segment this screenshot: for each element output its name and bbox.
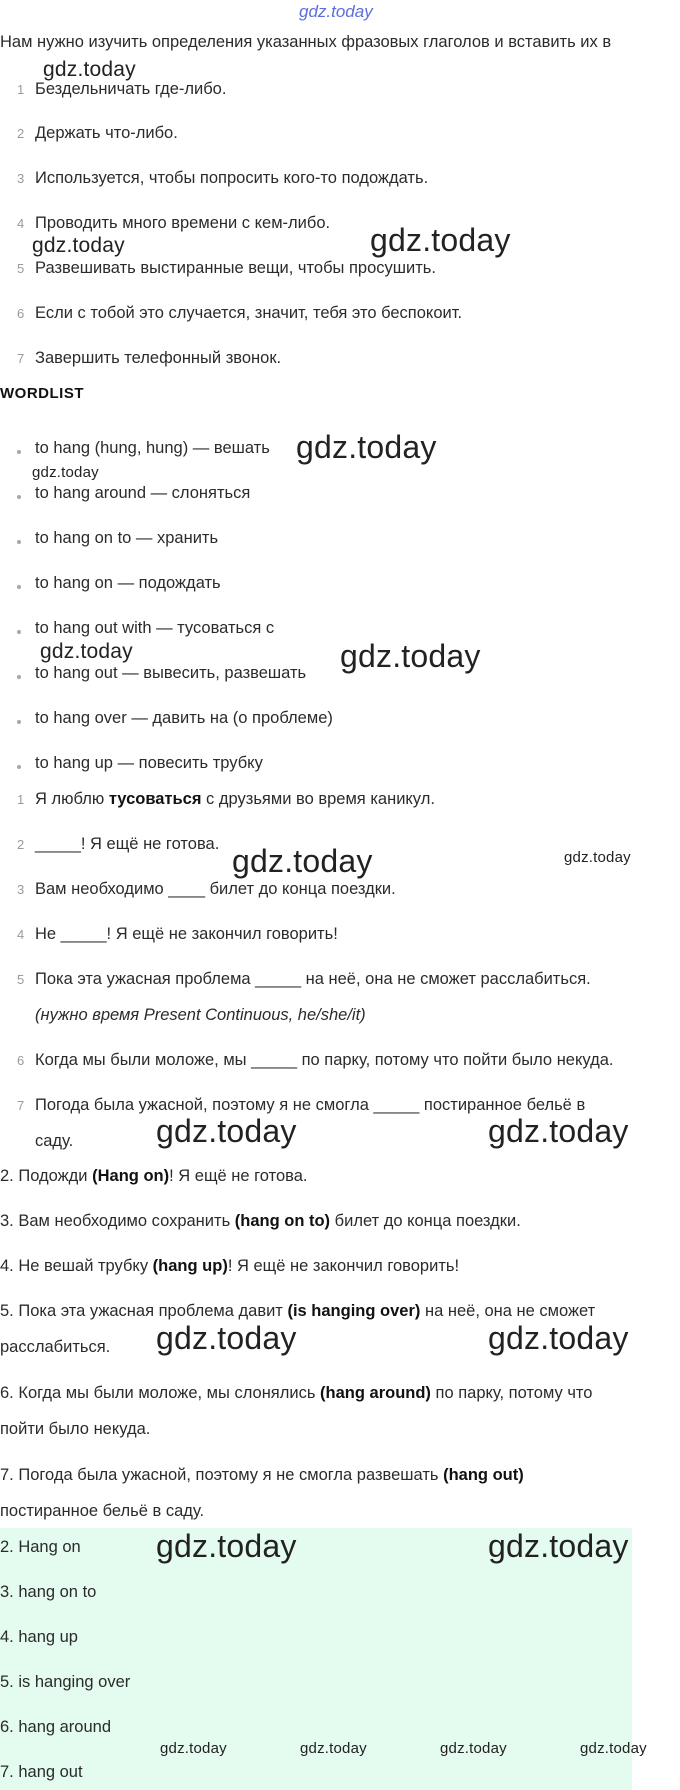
definition-item: Развешивать выстиранные вещи, чтобы просушить. [35,259,436,277]
definition-number: 1 [17,82,25,97]
short-answer: 3. hang on to [0,1583,97,1601]
exercise-item: Когда мы были моложе, мы _____ по парку, потому что пойти было некуда. [35,1051,614,1069]
definition-number: 3 [17,171,25,186]
intro-text: Нам нужно изучить определения указанных фразовых глаголов и вставить их в [0,33,612,51]
definition-item: Используется, чтобы попросить кого-то подождать. [35,169,429,187]
wordlist-item: to hang over — давить на (о проблеме) [35,709,333,727]
bullet [17,495,21,499]
exercise-number: 1 [17,792,25,807]
watermark: gdz.today [156,1113,297,1149]
bullet [17,765,21,769]
answer-item: 4. Не вешай трубку (hang up)! Я ещё не закончил говорить! [0,1257,460,1275]
answer-item-cont: расслабиться. [0,1338,111,1356]
exercise-item-cont: саду. [35,1132,74,1150]
exercise-item: Вам необходимо ____ билет до конца поездки. [35,880,396,898]
answer-item-cont: пойти было некуда. [0,1420,151,1438]
watermark: gdz.today [488,1320,629,1356]
answer-item: 3. Вам необходимо сохранить (hang on to) билет до конца поездки. [0,1212,521,1230]
watermark: gdz.today [40,640,133,663]
exercise-item: _____! Я ещё не готова. [35,835,220,853]
exercise-item: Погода была ужасной, поэтому я не смогла _____ постиранное бельё в [35,1096,586,1114]
definition-number: 7 [17,351,25,366]
wordlist-item: to hang out — вывесить, развешать [35,664,307,682]
exercise-number: 7 [17,1098,25,1113]
bullet [17,540,21,544]
wordlist-heading: WORDLIST [0,385,84,402]
short-answer: 2. Hang on [0,1538,81,1556]
watermark: gdz.today [156,1320,297,1356]
exercise-number: 5 [17,972,25,987]
exercise-number: 3 [17,882,25,897]
answer-item: 6. Когда мы были моложе, мы слонялись (hang around) по парку, потому что [0,1384,593,1402]
answer-item: 7. Погода была ужасной, поэтому я не смогла развешать (hang out) [0,1466,524,1484]
wordlist-item: to hang out with — тусоваться с [35,619,275,637]
exercise-number: 4 [17,927,25,942]
definition-item: Если с тобой это случается, значит, тебя это беспокоит. [35,304,463,322]
definition-item: Держать что-либо. [35,124,178,142]
watermark: gdz.today [300,1740,367,1757]
exercise-note: (нужно время Present Continuous, he/she/it) [35,1006,366,1024]
watermark: gdz.today [160,1740,227,1757]
watermark: gdz.today [156,1528,297,1564]
top-watermark: gdz.today [299,2,373,21]
exercise-item: Я люблю тусоваться с друзьями во время каникул. [35,790,435,808]
definition-item: Бездельничать где-либо. [35,80,227,98]
watermark: gdz.today [488,1113,629,1149]
watermark: gdz.today [43,58,136,81]
bullet [17,585,21,589]
exercise-item: Не _____! Я ещё не закончил говорить! [35,925,338,943]
answer-item: 5. Пока эта ужасная проблема давит (is hanging over) на неё, она не сможет [0,1302,596,1320]
watermark: gdz.today [488,1528,629,1564]
exercise-number: 6 [17,1053,25,1068]
watermark: gdz.today [564,849,631,866]
watermark: gdz.today [232,843,373,879]
exercise-item: Пока эта ужасная проблема _____ на неё, она не сможет расслабиться. [35,970,591,988]
bullet [17,630,21,634]
watermark: gdz.today [340,638,481,674]
answer-item: 2. Подожди (Hang on)! Я ещё не готова. [0,1167,308,1185]
answer-item-cont: постиранное бельё в саду. [0,1502,205,1520]
short-answer: 5. is hanging over [0,1673,131,1691]
bullet [17,675,21,679]
bullet [17,720,21,724]
watermark: gdz.today [296,429,437,465]
bullet [17,450,21,454]
short-answer: 4. hang up [0,1628,78,1646]
watermark: gdz.today [580,1740,647,1757]
definition-number: 5 [17,261,25,276]
watermark: gdz.today [32,234,125,257]
exercise-number: 2 [17,837,25,852]
definition-number: 2 [17,126,25,141]
definition-item: Проводить много времени с кем-либо. [35,214,331,232]
definition-number: 4 [17,216,25,231]
wordlist-item: to hang (hung, hung) — вешать [35,439,270,457]
wordlist-item: to hang on to — хранить [35,529,219,547]
wordlist-item: to hang around — слоняться [35,484,251,502]
definition-item: Завершить телефонный звонок. [35,349,282,367]
short-answer: 6. hang around [0,1718,112,1736]
definition-number: 6 [17,306,25,321]
wordlist-item: to hang up — повесить трубку [35,754,263,772]
watermark: gdz.today [440,1740,507,1757]
watermark: gdz.today [32,464,99,481]
short-answer: 7. hang out [0,1763,83,1781]
watermark: gdz.today [370,222,511,258]
wordlist-item: to hang on — подождать [35,574,221,592]
